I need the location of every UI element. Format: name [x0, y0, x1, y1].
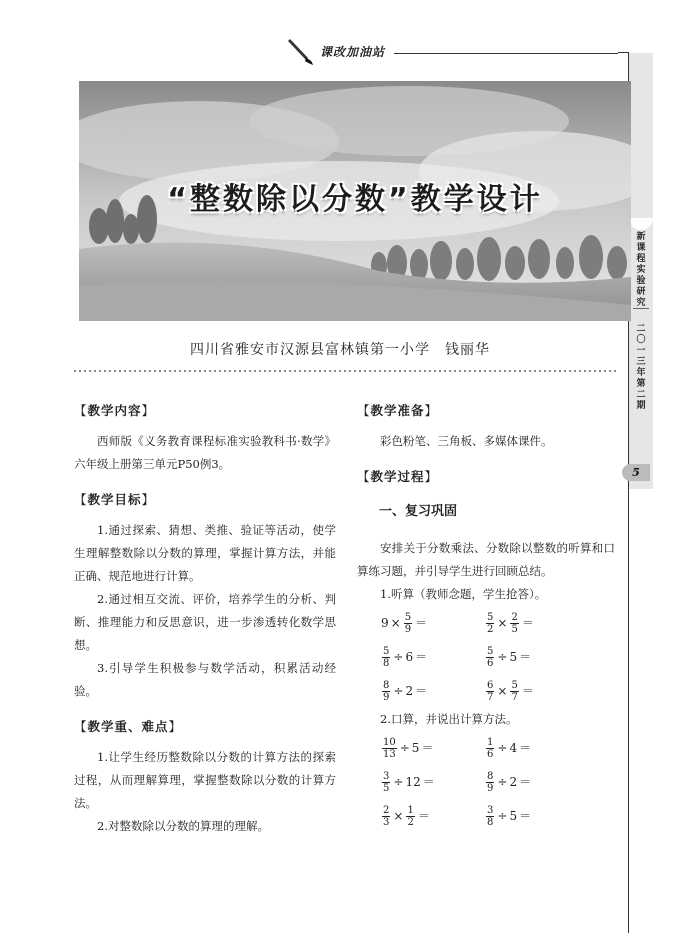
fraction	[510, 680, 518, 703]
paragraph: 西师版《义务教育课程标准实验教科书·数学》六年级上册第三单元P50例3。	[74, 434, 336, 471]
fraction-numerator: 3	[383, 770, 390, 782]
left-column	[74, 395, 336, 838]
fraction-numerator: 5	[404, 611, 412, 623]
sub-heading: 一、复习巩固	[379, 504, 458, 519]
math-expression	[485, 680, 589, 703]
math-expression	[381, 805, 485, 828]
math-expression	[381, 646, 485, 669]
fraction	[486, 612, 494, 635]
fraction-denominator: 5	[511, 623, 518, 635]
paragraph: 2.对整数除以分数的算理的理解。	[97, 819, 269, 833]
decorative-divider	[74, 368, 618, 374]
fraction-numerator: 8	[487, 770, 494, 782]
fraction-numerator: 2	[383, 804, 390, 816]
fraction-numerator: 5	[487, 611, 494, 623]
fraction	[510, 612, 518, 635]
equals-sign: ＝	[415, 683, 428, 698]
operator: ×	[497, 615, 508, 630]
equals-sign: ＝	[415, 649, 428, 664]
operator: ÷	[497, 649, 508, 664]
section-heading: 【教学重、难点】	[74, 719, 183, 734]
header-rule	[394, 53, 618, 54]
equals-sign: ＝	[521, 615, 534, 630]
fraction	[486, 737, 494, 760]
fraction	[486, 771, 494, 794]
operator: ÷	[497, 740, 508, 755]
equals-sign: ＝	[519, 774, 532, 789]
fraction	[382, 680, 390, 703]
integer: 4	[509, 740, 518, 755]
paragraph: 安排关于分数乘法、分数除以整数的听算和口算练习题，并引导学生进行回顾总结。	[357, 541, 615, 578]
operator: ÷	[393, 683, 404, 698]
equals-sign: ＝	[519, 740, 532, 755]
exercise-set-oral	[357, 731, 615, 833]
math-expression	[381, 737, 485, 760]
paragraph: 1.通过探索、猜想、类推、验证等活动，使学生理解整数除以分数的算理，掌握计算方法，并能正确、规范地进行计算。	[74, 523, 336, 583]
exercise-row	[381, 606, 615, 640]
equals-sign: ＝	[417, 808, 430, 823]
exercise-row	[381, 731, 615, 765]
title-banner	[79, 81, 631, 321]
side-separator	[633, 308, 649, 309]
exercise-set-listening	[357, 606, 615, 708]
fraction-numerator: 5	[511, 679, 518, 691]
math-expression	[381, 680, 485, 703]
fraction-denominator: 7	[487, 691, 494, 703]
paragraph: 2.口算，并说出计算方法。	[380, 712, 518, 726]
operator: ×	[390, 615, 401, 630]
equals-sign: ＝	[521, 683, 534, 698]
integer: 5	[509, 808, 518, 823]
operator: ÷	[497, 774, 508, 789]
section-heading: 【教学内容】	[74, 403, 156, 418]
fraction-denominator: 9	[404, 623, 412, 635]
integer: 6	[405, 649, 414, 664]
fraction-numerator: 3	[487, 804, 494, 816]
math-expression	[485, 737, 589, 760]
section-heading: 【教学准备】	[357, 403, 439, 418]
fraction-numerator: 2	[511, 611, 518, 623]
fraction	[382, 646, 390, 669]
paragraph: 1.让学生经历整数除以分数的计算方法的探索过程，从而理解算理，掌握整数除以分数的计算方法。	[74, 750, 336, 810]
equals-sign: ＝	[422, 774, 435, 789]
operator: ÷	[393, 649, 404, 664]
integer: 9	[381, 615, 389, 630]
operator: ×	[497, 683, 508, 698]
right-column	[357, 395, 615, 833]
paragraph: 1.听算（教师念题，学生抢答）。	[380, 587, 547, 601]
fraction-numerator: 5	[487, 645, 494, 657]
banner-title: “整数除以分数”教学设计	[167, 182, 543, 217]
equals-sign: ＝	[519, 808, 532, 823]
fraction-denominator: 5	[383, 782, 390, 794]
fraction-denominator: 8	[383, 657, 390, 669]
fraction-denominator: 2	[487, 623, 494, 635]
page-number: 5	[622, 464, 650, 481]
math-expression	[485, 805, 589, 828]
fraction-denominator: 6	[487, 748, 494, 760]
math-expression	[485, 646, 589, 669]
brush-icon	[286, 36, 316, 66]
equals-sign: ＝	[519, 649, 532, 664]
section-heading: 【教学目标】	[74, 492, 156, 507]
fraction	[486, 646, 494, 669]
running-header	[286, 36, 628, 64]
fraction-numerator: 1	[407, 804, 414, 816]
fraction	[382, 805, 390, 828]
fraction-denominator: 7	[511, 691, 518, 703]
fraction-denominator: 3	[383, 816, 390, 828]
operator: ÷	[393, 774, 404, 789]
section-heading: 【教学过程】	[357, 469, 439, 484]
fraction-numerator: 5	[383, 645, 390, 657]
fraction	[486, 805, 494, 828]
fraction-numerator: 1	[487, 736, 494, 748]
fraction-numerator: 6	[487, 679, 494, 691]
equals-sign: ＝	[421, 740, 434, 755]
fraction	[404, 612, 412, 635]
integer: 5	[411, 740, 420, 755]
author-line: 四川省雅安市汉源县富林镇第一小学 钱丽华	[190, 342, 490, 358]
fraction	[486, 680, 494, 703]
math-expression	[381, 771, 485, 794]
fraction-numerator: 8	[383, 679, 390, 691]
exercise-row	[381, 799, 615, 833]
fraction	[382, 737, 397, 760]
integer: 5	[509, 649, 518, 664]
fraction	[382, 771, 390, 794]
fraction-denominator: 13	[383, 748, 396, 760]
exercise-row	[381, 765, 615, 799]
exercise-row	[381, 674, 615, 708]
fraction-denominator: 6	[487, 657, 494, 669]
operator: ÷	[497, 808, 508, 823]
math-expression	[485, 612, 589, 635]
fraction	[406, 805, 414, 828]
paragraph: 3.引导学生积极参与数学活动，积累活动经验。	[74, 661, 336, 698]
fraction-denominator: 8	[487, 816, 494, 828]
math-expression	[381, 612, 485, 635]
header-title: 课改加油站	[320, 45, 386, 59]
paragraph: 彩色粉笔、三角板、多媒体课件。	[380, 434, 553, 448]
equals-sign: ＝	[415, 615, 428, 630]
operator: ×	[393, 808, 404, 823]
fraction-denominator: 9	[487, 782, 494, 794]
integer: 2	[405, 683, 414, 698]
math-expression	[485, 771, 589, 794]
side-label-journal: 新课程实验研究	[636, 232, 646, 308]
fraction-denominator: 9	[383, 691, 390, 703]
side-label-issue: 二〇一三年第二期	[636, 324, 646, 411]
fraction-denominator: 2	[407, 816, 414, 828]
fraction-numerator: 10	[383, 736, 396, 748]
paragraph: 2.通过相互交流、评价，培养学生的分析、判断、推理能力和反思意识，进一步渗透转化数学思想。	[74, 592, 336, 652]
exercise-row	[381, 640, 615, 674]
integer: 12	[405, 774, 421, 789]
integer: 2	[509, 774, 518, 789]
operator: ÷	[399, 740, 410, 755]
